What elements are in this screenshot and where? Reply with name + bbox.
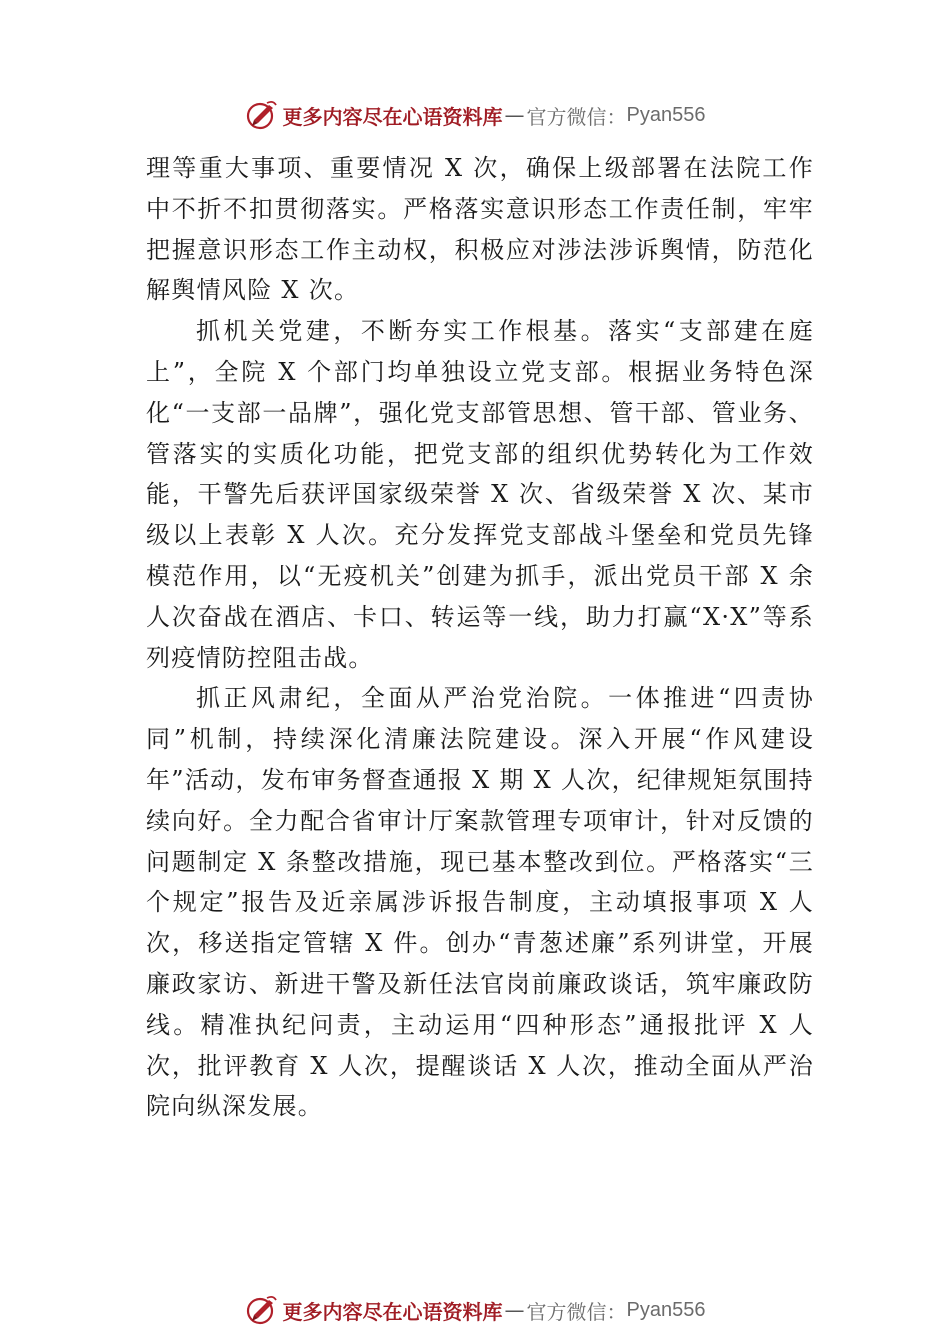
paragraph-3: 抓正风肃纪，全面从严治党治院。一体推进“四责协同”机制，持续深化清廉法院建设。深入开展“作风建设年”活动，发布审务督查通报 X 期 X 人次，纪律规矩氛围持续向好。全力配合省审计厅案款管理专项审计，针对反馈的问题制定 X 条整改措施，现已基本整改到位。严格落实“三个规定”报告及近亲属涉诉报告制度，主动填报事项 X 人次，移送指定管辖 X 件。创办“青葱述廉”系列讲堂，开展廉政家访、新进干警及新任法官岗前廉政谈话，筑牢廉政防线。精准执纪问责，主动运用“四种形态”通报批评 X 人次，批评教育 X 人次，提醒谈话 X 人次，推动全面从严治院向纵深发展。 [146,684,814,1121]
banner-dash: — [504,103,525,127]
site-name: 更多内容尽在心语资料库 [282,104,503,129]
footer-banner [0,1290,950,1330]
wechat-id: Pyan556 [626,1298,706,1321]
wechat-label: 官方微信： [526,104,627,129]
banner-dash: — [504,1298,525,1322]
document-body [146,148,814,1127]
paragraph-2: 抓机关党建，不断夯实工作根基。落实“支部建在庭上”，全院 X 个部门均单独设立党支部。根据业务特色深化“一支部一品牌”，强化党支部管思想、管干部、管业务、管落实的实质化功能，把党支部的组织优势转化为工作效能，干警先后获评国家级荣誉 X 次、省级荣誉 X 次、某市级以上表彰 X 人次。充分发挥党支部战斗堡垒和党员先锋模范作用，以“无疫机关”创建为抓手，派出党员干部 X 余人次奋战在酒店、卡口、转运等一线，助力打赢“X·X”等系列疫情防控阻击战。 [146,317,814,672]
wechat-id: Pyan556 [626,103,706,126]
header-banner [0,95,950,135]
pen-logo-icon [245,98,279,132]
wechat-label: 官方微信： [526,1299,627,1324]
site-name: 更多内容尽在心语资料库 [282,1299,503,1324]
paragraph-1: 理等重大事项、重要情况 X 次，确保上级部署在法院工作中不折不扣贯彻落实。严格落实意识形态工作责任制，牢牢把握意识形态工作主动权，积极应对涉法涉诉舆情，防范化解舆情风险 X 次。 [146,154,814,305]
pen-logo-icon [245,1293,279,1327]
